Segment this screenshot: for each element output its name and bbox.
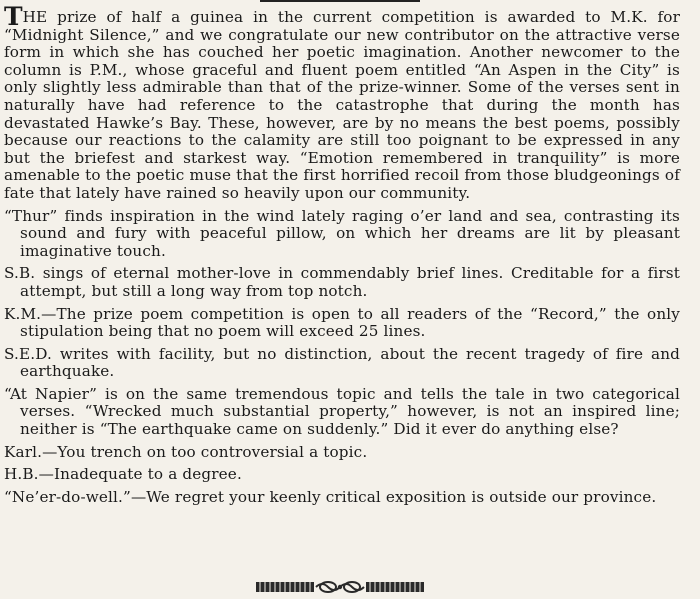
reply-thur: “Thur” finds inspiration in the wind lately raging o’er land and sea, contrasting its sound and fury with peaceful pillow, on which her dreams are lit by pleasant imaginative touch.	[4, 206, 680, 260]
top-rule	[260, 0, 420, 2]
decorative-ornament-icon	[256, 580, 424, 594]
reply-at-napier: “At Napier” is on the same tremendous topic and tells the tale in two categorical verses. “Wrecked much substantial property,” however, is not an inspired line; neither is “The earthquake came on suddenly.” Did it ever do anything else?	[4, 384, 680, 439]
reply-hb: H.B.—Inadequate to a degree.	[4, 465, 242, 484]
reply-sb: S.B. sings of eternal mother-love in commendably brief lines. Creditable for a first attempt, but still a long way from top notch.	[4, 264, 680, 300]
intro-text: HE prize of half a guinea in the current competition is awarded to M.K. for “Midnight Silence,” and we congratulate our new contributor on the attractive verse form in which she has couched her poetic imagination. Another newcomer to the column is P.M., whose graceful and fluent poem entitled “An Aspen in the City” is only slightly less admirable than that of the prize-winner. Some of the verses sent in naturally have had reference to the catastrophe that during the month has devastated Hawke’s Bay. These, however, are by no means the best poems, possibly because our reactions to the calamity are still too poignant to be expressed in any but the briefest and starkest way. “Emotion remembered in tranquility” is more amenable to the poetic muse that the first horrified recoil from those bludgeonings of fate that lately have rained so heavily upon our community.	[4, 8, 680, 202]
poetry-column	[4, 2, 680, 511]
drop-cap: T	[4, 2, 23, 31]
reply-sed: S.E.D. writes with facility, but no distinction, about the recent tragedy of fire and earthquake.	[4, 344, 680, 381]
intro-paragraph	[4, 2, 680, 203]
reply-neer-do-well: “Ne’er-do-well.”—We regret your keenly critical exposition is outside our province.	[4, 487, 657, 506]
reply-karl: Karl.—You trench on too controversial a topic.	[4, 442, 368, 461]
reply-km: K.M.—The prize poem competition is open to all readers of the “Record,” the only stipulation being that no poem will exceed 25 lines.	[4, 304, 680, 341]
